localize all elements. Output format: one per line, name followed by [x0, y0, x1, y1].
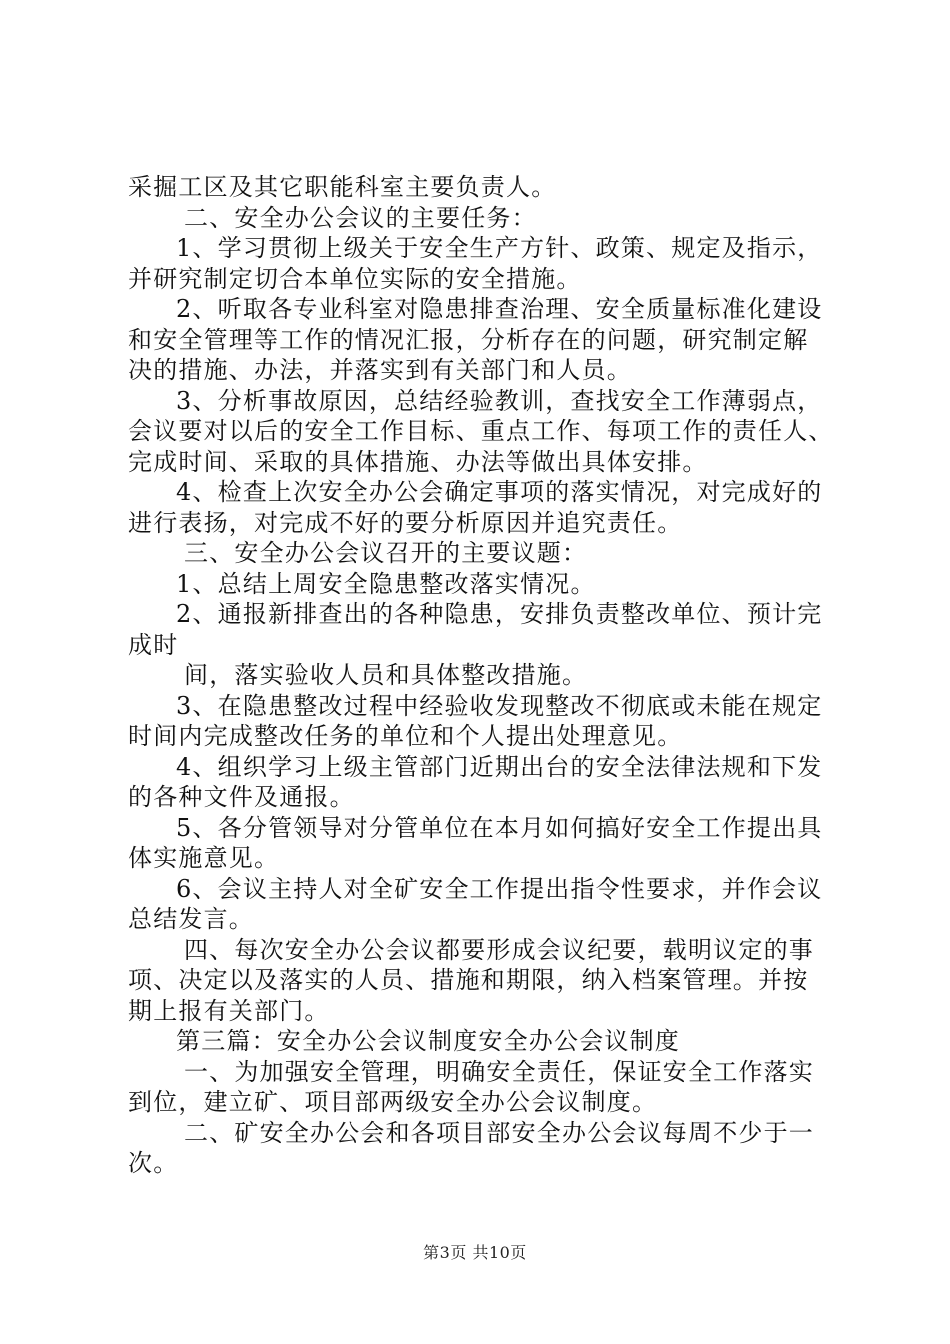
document-line: 体实施意见。	[128, 844, 280, 872]
document-line: 决的措施、办法，并落实到有关部门和人员。	[128, 356, 632, 384]
document-line: 期上报有关部门。	[128, 996, 330, 1025]
document-line: 项、决定以及落实的人员、措施和期限，纳入档案管理。并按	[128, 966, 809, 994]
document-line: 5、各分管领导对分管单位在本月如何搞好安全工作提出具	[176, 813, 823, 842]
document-line: 会议要对以后的安全工作目标、重点工作、每项工作的责任人、	[128, 417, 834, 445]
document-line: 二、安全办公会议的主要任务：	[184, 203, 537, 232]
document-line: 采掘工区及其它职能科室主要负责人。	[128, 173, 557, 201]
document-line: 和安全管理等工作的情况汇报，分析存在的问题，研究制定解	[128, 325, 809, 354]
document-line: 6、会议主持人对全矿安全工作提出指令性要求，并作会议	[176, 874, 823, 903]
document-line: 三、安全办公会议召开的主要议题：	[184, 539, 588, 567]
document-line: 进行表扬，对完成不好的要分析原因并追究责任。	[128, 508, 683, 537]
document-line: 1、总结上周安全隐患整改落实情况。	[176, 569, 596, 598]
document-line: 3、分析事故原因，总结经验教训，查找安全工作薄弱点，	[176, 386, 823, 415]
document-line: 第三篇：安全办公会议制度安全办公会议制度	[176, 1027, 680, 1055]
document-line: 4、组织学习上级主管部门近期出台的安全法律法规和下发	[176, 752, 823, 781]
document-line: 的各种文件及通报。	[128, 783, 355, 811]
document-line: 总结发言。	[128, 905, 254, 933]
document-line: 4、检查上次安全办公会确定事项的落实情况，对完成好的	[176, 478, 823, 506]
document-line: 间，落实验收人员和具体整改措施。	[184, 661, 588, 689]
document-line: 一、为加强安全管理，明确安全责任，保证安全工作落实	[184, 1057, 814, 1086]
document-line: 1、学习贯彻上级关于安全生产方针、政策、规定及指示，	[176, 234, 823, 262]
document-line: 次。	[128, 1149, 179, 1177]
document-line: 到位，建立矿、项目部两级安全办公会议制度。	[128, 1088, 658, 1116]
document-line: 完成时间、采取的具体措施、办法等做出具体安排。	[128, 447, 708, 476]
page-footer: 第3页 共10页	[423, 1243, 527, 1262]
document-line: 时间内完成整改任务的单位和个人提出处理意见。	[128, 722, 683, 750]
document-line: 成时	[128, 630, 179, 659]
document-line: 并研究制定切合本单位实际的安全措施。	[128, 264, 582, 293]
document-line: 四、每次安全办公会议都要形成会议纪要，载明议定的事	[184, 935, 814, 964]
document-line: 3、在隐患整改过程中经验收发现整改不彻底或未能在规定	[176, 691, 823, 720]
document-line: 二、矿安全办公会和各项目部安全办公会议每周不少于一	[184, 1118, 814, 1147]
document-line: 2、听取各专业科室对隐患排查治理、安全质量标准化建设	[176, 295, 823, 323]
document-line: 2、通报新排查出的各种隐患，安排负责整改单位、预计完	[176, 600, 823, 628]
document-body	[128, 172, 838, 1179]
